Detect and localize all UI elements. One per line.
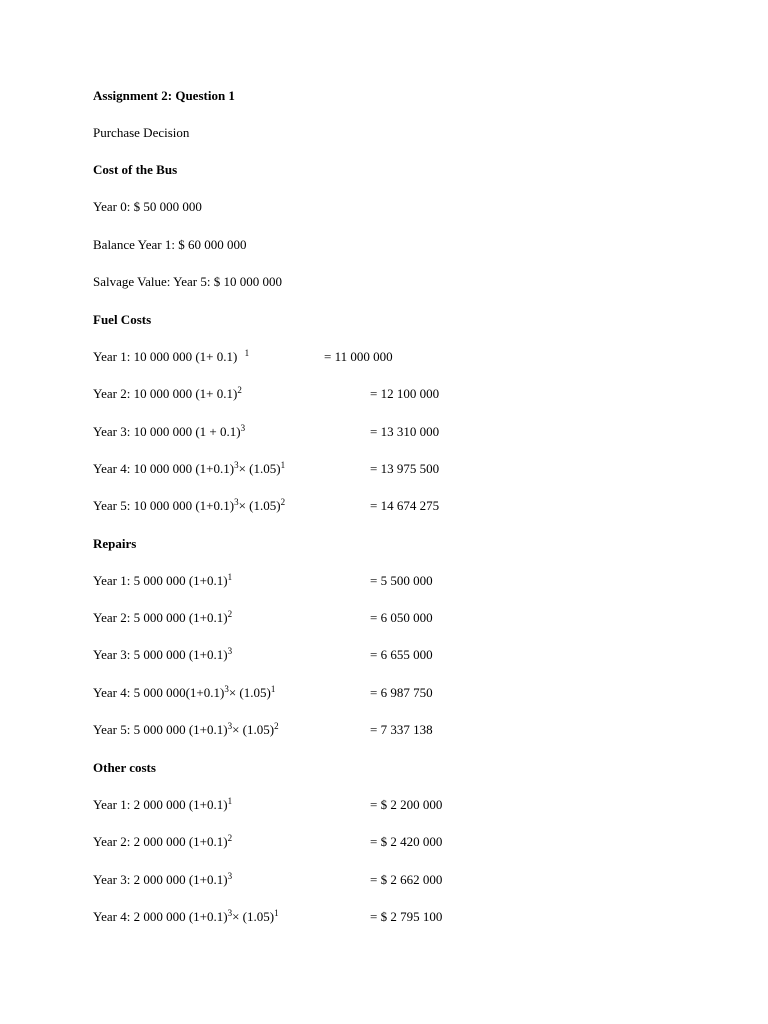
repairs-row-result: = 6 987 750 xyxy=(370,685,433,700)
formula-exponent: 3 xyxy=(234,460,239,470)
formula-exponent: 2 xyxy=(274,721,279,731)
bus-year0: Year 0: $ 50 000 000 xyxy=(93,199,202,214)
formula-exponent: 1 xyxy=(280,460,286,470)
section-heading-other: Other costs xyxy=(93,760,156,775)
formula-exponent: 1 xyxy=(227,572,233,582)
formula-multiplier: × (1.05) xyxy=(232,722,275,737)
other-row-result: = $ 2 200 000 xyxy=(370,797,443,812)
fuel-row-formula xyxy=(93,349,249,365)
formula-text: Year 3: 2 000 000 (1+0.1) xyxy=(93,872,228,887)
other-row-formula xyxy=(93,797,232,813)
fuel-row-formula xyxy=(93,386,242,402)
repairs-row-formula xyxy=(93,573,232,589)
formula-exponent: 2 xyxy=(227,609,233,619)
other-row-result: = $ 2 662 000 xyxy=(370,872,443,887)
fuel-row-result: = 13 975 500 xyxy=(370,461,440,476)
formula-exponent: 3 xyxy=(224,684,229,694)
repairs-row-result: = 7 337 138 xyxy=(370,722,433,737)
subtitle: Purchase Decision xyxy=(93,125,190,140)
formula-exponent: 1 xyxy=(244,348,250,358)
fuel-row-result: = 12 100 000 xyxy=(370,386,440,401)
repairs-row-formula xyxy=(93,647,232,663)
formula-text: Year 2: 5 000 000 (1+0.1) xyxy=(93,610,228,625)
other-row-formula xyxy=(93,872,232,888)
fuel-row-formula xyxy=(93,461,285,477)
repairs-row-formula xyxy=(93,722,279,738)
formula-text: Year 3: 5 000 000 (1+0.1) xyxy=(93,647,228,662)
formula-text: Year 1: 5 000 000 (1+0.1) xyxy=(93,573,228,588)
fuel-row-formula xyxy=(93,498,285,514)
formula-multiplier: × (1.05) xyxy=(238,461,281,476)
formula-exponent: 3 xyxy=(227,646,233,656)
bus-salvage-value: Salvage Value: Year 5: $ 10 000 000 xyxy=(93,274,282,289)
page-title: Assignment 2: Question 1 xyxy=(93,88,235,103)
formula-exponent: 1 xyxy=(227,796,233,806)
formula-text: Year 1: 2 000 000 (1+0.1) xyxy=(93,797,228,812)
formula-text: Year 2: 2 000 000 (1+0.1) xyxy=(93,834,228,849)
section-heading-fuel: Fuel Costs xyxy=(93,312,152,327)
repairs-row-result: = 5 500 000 xyxy=(370,573,433,588)
formula-exponent: 2 xyxy=(280,497,286,507)
formula-multiplier: × (1.05) xyxy=(228,685,271,700)
formula-text: Year 5: 5 000 000 (1+0.1) xyxy=(93,722,228,737)
formula-exponent: 3 xyxy=(227,871,233,881)
other-row-formula xyxy=(93,834,232,850)
formula-text: Year 3: 10 000 000 (1 + 0.1) xyxy=(93,424,241,439)
formula-text: Year 5: 10 000 000 (1+0.1) xyxy=(93,498,235,513)
section-heading-repairs: Repairs xyxy=(93,536,137,551)
formula-multiplier: × (1.05) xyxy=(238,498,281,513)
other-row-formula xyxy=(93,909,279,925)
repairs-row-result: = 6 655 000 xyxy=(370,647,433,662)
formula-exponent: 3 xyxy=(234,497,239,507)
formula-text: Year 4: 10 000 000 (1+0.1) xyxy=(93,461,235,476)
fuel-row-result: = 13 310 000 xyxy=(370,424,440,439)
formula-exponent: 2 xyxy=(227,833,233,843)
formula-exponent: 1 xyxy=(270,684,276,694)
formula-exponent: 3 xyxy=(227,721,233,731)
section-heading-bus: Cost of the Bus xyxy=(93,162,178,177)
formula-text: Year 1: 10 000 000 (1+ 0.1) xyxy=(93,349,238,364)
formula-exponent: 1 xyxy=(274,908,279,918)
fuel-row-result: = 11 000 000 xyxy=(324,349,393,364)
formula-multiplier: × (1.05) xyxy=(232,909,275,924)
formula-text: Year 2: 10 000 000 (1+ 0.1) xyxy=(93,386,238,401)
fuel-row-formula xyxy=(93,424,245,440)
other-row-result: = $ 2 420 000 xyxy=(370,834,443,849)
repairs-row-formula xyxy=(93,685,275,701)
other-row-result: = $ 2 795 100 xyxy=(370,909,443,924)
repairs-row-result: = 6 050 000 xyxy=(370,610,433,625)
repairs-row-formula xyxy=(93,610,232,626)
formula-exponent: 3 xyxy=(227,908,233,918)
formula-text: Year 4: 5 000 000(1+0.1) xyxy=(93,685,225,700)
formula-exponent: 3 xyxy=(240,423,246,433)
bus-balance-year1: Balance Year 1: $ 60 000 000 xyxy=(93,237,247,252)
formula-exponent: 2 xyxy=(237,385,242,395)
fuel-row-result: = 14 674 275 xyxy=(370,498,440,513)
formula-text: Year 4: 2 000 000 (1+0.1) xyxy=(93,909,228,924)
